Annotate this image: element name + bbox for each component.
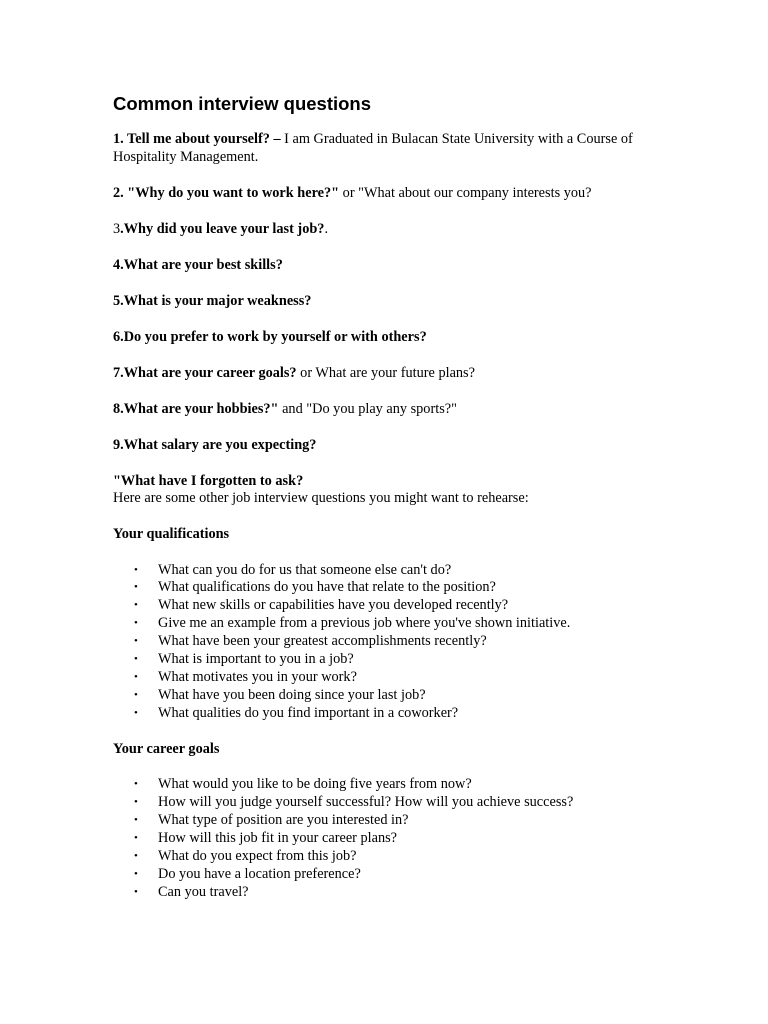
- bullet-icon: •: [134, 688, 138, 701]
- answer-text: or What are your future plans?: [296, 364, 475, 381]
- list-item: [113, 579, 673, 597]
- question-text: 2. "Why do you want to work here?": [113, 184, 340, 201]
- list-item: [113, 597, 673, 615]
- question-text: 1. Tell me about yourself? –: [113, 131, 281, 147]
- question-text: 9.What salary are you expecting?: [113, 436, 317, 453]
- document-page: [113, 92, 673, 920]
- bullet-icon: •: [134, 831, 138, 844]
- question-5: [113, 293, 673, 311]
- answer-text: or "What about our company interests you?: [339, 184, 592, 201]
- question-text: 6.Do you prefer to work by yourself or with others?: [113, 328, 427, 345]
- list-item: [113, 669, 673, 687]
- forgotten-question-title: "What have I forgotten to ask?: [113, 472, 304, 489]
- bullet-icon: •: [134, 563, 138, 576]
- list-item-text: How will this job fit in your career plans?: [158, 829, 398, 846]
- list-item: [113, 633, 673, 651]
- list-item-text: What do you expect from this job?: [158, 847, 357, 864]
- list-item: [113, 794, 673, 812]
- list-item-text: What can you do for us that someone else can't do?: [158, 561, 452, 578]
- list-item-text: What is important to you in a job?: [158, 651, 354, 668]
- list-item-text: What new skills or capabilities have you developed recently?: [158, 597, 509, 614]
- bullet-icon: •: [134, 849, 138, 862]
- question-8: [113, 401, 673, 419]
- bullet-icon: •: [134, 706, 138, 719]
- answer-text: .: [324, 220, 329, 237]
- list-item-text: How will you judge yourself successful? How will you achieve success?: [158, 794, 574, 811]
- question-2: [113, 185, 673, 203]
- bullet-icon: •: [134, 885, 138, 898]
- list-item: [113, 705, 673, 723]
- answer-text: and "Do you play any sports?": [278, 400, 457, 417]
- question-7: [113, 365, 673, 383]
- list-item: [113, 562, 673, 580]
- question-1: [113, 131, 673, 166]
- list-item: [113, 776, 673, 794]
- list-item: [113, 866, 673, 884]
- forgotten-intro: Here are some other job interview questions you might want to rehearse:: [113, 490, 529, 506]
- question-text: 8.What are your hobbies?": [113, 400, 279, 417]
- list-item-text: What type of position are you interested in?: [158, 811, 409, 828]
- question-text: 7.What are your career goals?: [113, 364, 297, 381]
- bullet-icon: •: [134, 635, 138, 648]
- question-number: 3: [113, 220, 121, 237]
- bullet-icon: •: [134, 670, 138, 683]
- list-item: [113, 687, 673, 705]
- list-item-text: What have you been doing since your last job?: [158, 686, 426, 703]
- career-goals-heading: Your career goals: [113, 740, 220, 757]
- page-title: Common interview questions: [113, 93, 372, 114]
- list-item-text: Give me an example from a previous job where you've shown initiative.: [158, 615, 571, 632]
- list-item-text: What have been your greatest accomplishments recently?: [158, 633, 487, 650]
- bullet-icon: •: [134, 599, 138, 612]
- bullet-icon: •: [134, 867, 138, 880]
- list-item-text: What would you like to be doing five years from now?: [158, 776, 472, 793]
- list-item: [113, 812, 673, 830]
- list-item-text: Can you travel?: [158, 883, 249, 900]
- career-goals-list: [113, 776, 673, 901]
- qualifications-list: [113, 562, 673, 723]
- list-item-text: Do you have a location preference?: [158, 865, 361, 882]
- question-6: [113, 329, 673, 347]
- question-3: [113, 221, 673, 239]
- bullet-icon: •: [134, 796, 138, 809]
- list-item: [113, 651, 673, 669]
- list-item-text: What motivates you in your work?: [158, 668, 357, 685]
- bullet-icon: •: [134, 617, 138, 630]
- list-item-text: What qualifications do you have that relate to the position?: [158, 579, 496, 596]
- qualifications-heading: Your qualifications: [113, 526, 230, 542]
- bullet-icon: •: [134, 653, 138, 666]
- bullet-icon: •: [134, 778, 138, 791]
- question-text: .Why did you leave your last job?: [120, 220, 325, 237]
- list-item: [113, 830, 673, 848]
- list-item: [113, 615, 673, 633]
- question-text: 5.What is your major weakness?: [113, 292, 312, 309]
- question-text: 4.What are your best skills?: [113, 256, 283, 273]
- question-9: [113, 437, 673, 455]
- list-item: [113, 848, 673, 866]
- answer-text: I am Graduated in Bulacan State University with a Course of Hospitality Management.: [113, 131, 633, 165]
- bullet-icon: •: [134, 813, 138, 826]
- bullet-icon: •: [134, 581, 138, 594]
- question-4: [113, 257, 673, 275]
- list-item-text: What qualities do you find important in a coworker?: [158, 704, 459, 721]
- list-item: [113, 884, 673, 902]
